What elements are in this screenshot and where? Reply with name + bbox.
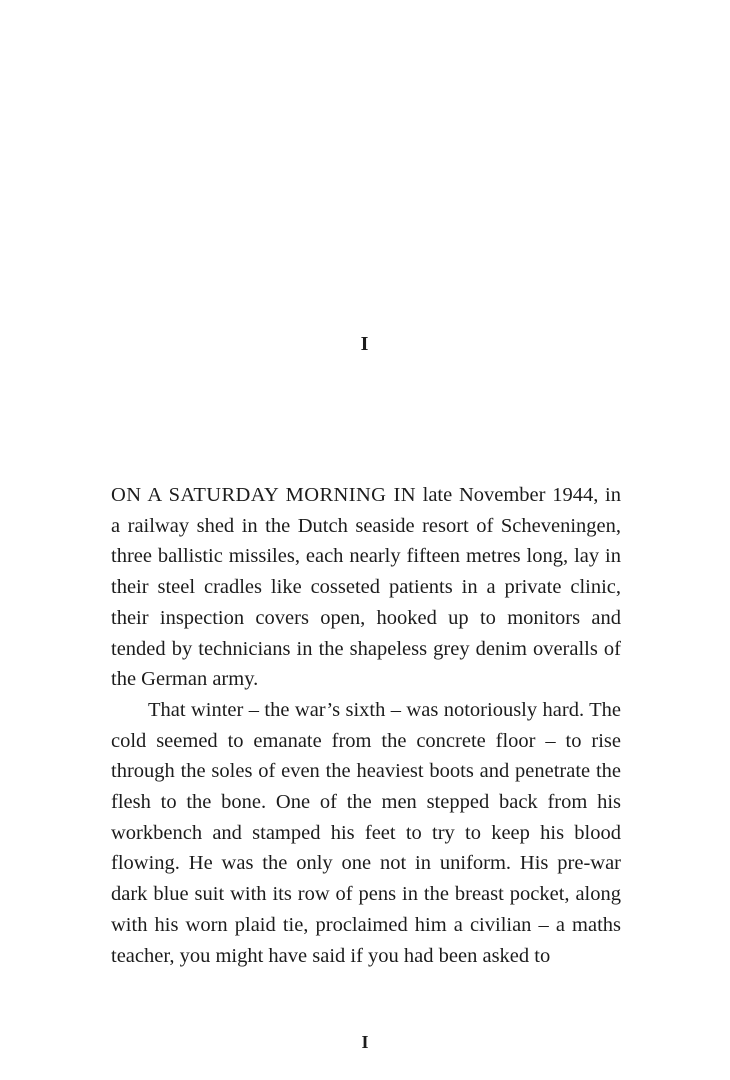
paragraph-2: That winter – the war’s sixth – was notoriously hard. The cold seemed to emanate from the concrete floor – to rise through the soles of even the heaviest boots and penetrate the flesh to the bone. One of the men stepped back from his workbench and stamped his feet to try to keep his blood flowing. He was the only one not in uniform. His pre-war dark blue suit with its row of pens in the breast pocket, along with his worn plaid tie, proclaimed him a civilian – a maths teacher, you might have said if you had been asked to — [111, 698, 621, 967]
chapter-number: I — [360, 333, 370, 355]
paragraph-1 — [111, 480, 621, 695]
opening-small-caps: ON A SATURDAY MORNING IN — [111, 484, 416, 506]
paragraph-1-text: late November 1944, in a railway shed in the Dutch seaside resort of Scheveningen, three ballistic missiles, each nearly fifteen metres long, lay in their steel cradles like cosseted patients in a private clinic, their inspection covers open, hooked up to monitors and tended by technicians in the shapeless grey denim overalls of the German army. — [111, 484, 621, 691]
page-number: I — [361, 1032, 369, 1052]
body-text — [111, 480, 621, 971]
